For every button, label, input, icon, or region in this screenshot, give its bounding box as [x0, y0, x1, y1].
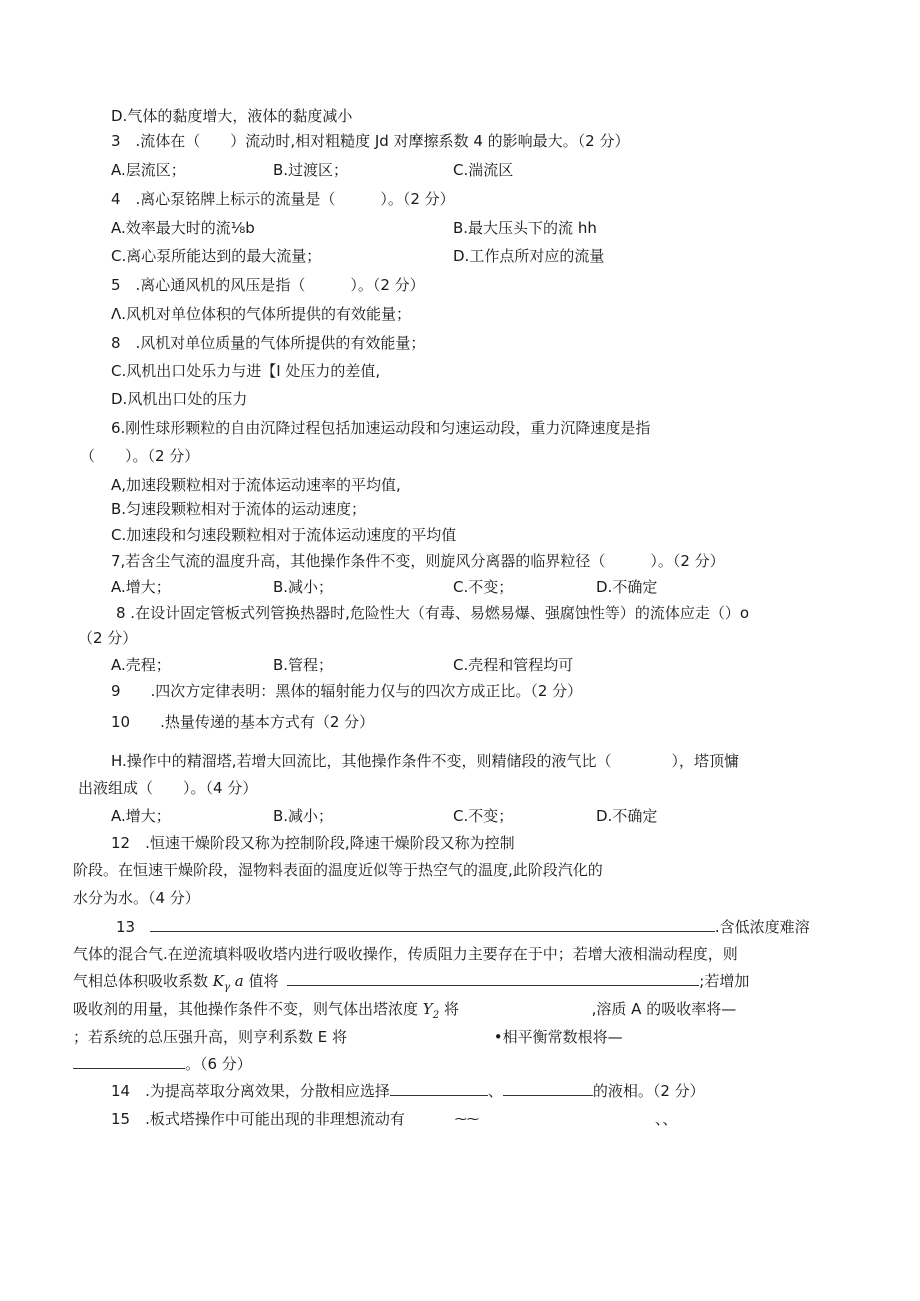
q8-option-c: C.壳程和管程均可 — [453, 656, 574, 674]
q2-option-d: D.气体的黏度增大，液体的黏度减小 — [111, 107, 353, 125]
q13-line-3-tail: ;若增加 — [699, 972, 750, 990]
q15-pre: 15 .板式塔操作中可能出现的非理想流动有 — [111, 1110, 405, 1128]
q13-line-4 — [73, 999, 736, 1026]
q13-line-4-pre: 吸收剂的用量，其他操作条件不变，则气体出塔浓度 — [73, 1000, 423, 1018]
q6-option-b: B.匀速段颗粒相对于流体的运动速度； — [111, 500, 367, 518]
q11-stem: H.操作中的精溜塔,若增大回流比，其他操作条件不变，则精储段的液气比（ ），塔顶慵 — [111, 752, 740, 770]
q4-option-c: C.离心泵所能达到的最大流量； — [111, 247, 322, 265]
q15-stem — [111, 1109, 677, 1129]
q7-option-d: D.不确定 — [596, 578, 658, 596]
q12-line-2: 阶段。在恒速干燥阶段，湿物料表面的温度近似等于热空气的温度,此阶段汽化的 — [73, 861, 603, 879]
q4-stem: 4 .离心泵铭牌上标示的流量是（ ）。（2 分） — [111, 190, 455, 208]
q5-option-b: 8 .风机对单位质量的气体所提供的有效能量； — [111, 334, 426, 352]
q7-option-b: B.减小； — [273, 578, 334, 596]
q8-stem-cont: （2 分） — [78, 629, 138, 647]
q13-a-symbol: a — [229, 972, 244, 990]
q6-stem-cont: （ ）。（2 分） — [80, 447, 200, 465]
q3-option-c: C.湍流区 — [453, 161, 514, 179]
q9-stem: 9 .四次方定律表明：黑体的辐射能力仅与的四次方成正比。（2 分） — [111, 682, 583, 700]
q3-option-b: B.过渡区； — [273, 161, 349, 179]
q5-stem: 5 .离心通风机的风压是指（ ）。（2 分） — [111, 276, 425, 294]
q13-blank-1[interactable] — [150, 917, 715, 932]
q13-line-3 — [73, 971, 749, 998]
q13-line-1 — [116, 917, 810, 937]
q7-option-c: C.不变； — [453, 578, 514, 596]
q13-line-5-tail: •相平衡常数根将— — [493, 1028, 623, 1046]
q14-stem — [111, 1081, 705, 1101]
q13-line-6 — [73, 1054, 252, 1074]
q11-stem-cont: 出液组成（ ）。（4 分） — [78, 779, 258, 797]
q3-stem: 3 .流体在（ ）流动时,相对粗糙度 Jd 对摩擦系数 4 的影响最大。（2 分） — [111, 132, 630, 150]
q13-number: 13 — [116, 918, 136, 936]
q8-option-b: B.管程； — [273, 656, 334, 674]
q4-option-b: B.最大压头下的流 hh — [453, 219, 597, 237]
q13-y-subscript: 2 — [432, 1010, 440, 1021]
q14-blank-1[interactable] — [390, 1081, 488, 1096]
q6-stem: 6.刚性球形颗粒的自由沉降过程包括加速运动段和匀速运动段，重力沉降速度是指 — [111, 419, 651, 437]
q14-blank-2[interactable] — [503, 1081, 593, 1096]
q13-line-1-tail: .含低浓度难溶 — [714, 918, 810, 936]
q14-tail: 的液相。（2 分） — [592, 1082, 705, 1100]
q13-blank-5[interactable] — [73, 1054, 185, 1069]
q13-line-3-mid: 值将 — [243, 972, 279, 990]
q11-option-c: C.不变； — [453, 807, 514, 825]
q13-line-3-pre: 气相总体积吸收系数 — [73, 972, 213, 990]
q11-option-b: B.减小； — [273, 807, 334, 825]
q13-line-5-pre: ；若系统的总压强升高，则亨利系数 E 将 — [73, 1028, 348, 1046]
q14-pre: 14 .为提高萃取分离效果，分散相应选择 — [111, 1082, 390, 1100]
q6-option-c: C.加速段和匀速段颗粒相对于流体运动速度的平均值 — [111, 526, 457, 544]
q13-line-6-tail: 。（6 分） — [185, 1055, 252, 1073]
q13-line-2: 气体的混合气.在逆流填料吸收塔内进行吸收操作，传质阻力主要存在于中；若增大液相湍动程度，则 — [73, 945, 738, 963]
q5-option-a: Λ.风机对单位体积的气体所提供的有效能量； — [111, 305, 412, 323]
q8-option-a: A.壳程； — [111, 656, 171, 674]
q3-option-a: A.层流区； — [111, 161, 186, 179]
q7-option-a: A.增大； — [111, 578, 171, 596]
q13-y-symbol: Y — [422, 1000, 433, 1018]
q5-option-c: C.风机出口处乐力与进【I 处压力的差值, — [111, 362, 381, 380]
q13-line-5 — [73, 1027, 623, 1047]
q15-mark: ⁓⁓ — [454, 1112, 479, 1126]
q13-k-subscript: γ — [224, 982, 230, 993]
q13-line-4-mid: 将 — [439, 1000, 459, 1018]
q10-stem: 10 .热量传递的基本方式有（2 分） — [111, 713, 375, 731]
q13-blank-2[interactable] — [287, 971, 699, 986]
q13-line-4-tail: ,溶质 A 的吸收率将— — [591, 1000, 737, 1018]
q6-option-a: A,加速段颗粒相对于流体运动速率的平均值, — [111, 476, 401, 494]
q13-k-symbol: K — [212, 972, 224, 990]
q12-line-3: 水分为水。（4 分） — [73, 889, 200, 907]
q12-line-1: 12 .恒速干燥阶段又称为控制阶段,降速干燥阶段又称为控制 — [111, 834, 515, 852]
q8-stem: 8 .在设计固定管板式列管换热器时,危险性大（有毒、易燃易爆、强腐蚀性等）的流体应走（）o — [116, 604, 750, 622]
q14-sep: 、 — [487, 1082, 503, 1100]
q4-option-a: A.效率最大时的流⅛b — [111, 219, 255, 237]
q15-tail: 、、 — [654, 1110, 678, 1128]
q11-option-d: D.不确定 — [596, 807, 658, 825]
q5-option-d: D.风机出口处的压力 — [111, 390, 248, 408]
q4-option-d: D.工作点所对应的流量 — [453, 247, 605, 265]
q7-stem: 7,若含尘气流的温度升高，其他操作条件不变，则旋风分离器的临界粒径（ ）。（2 分） — [111, 552, 725, 570]
q11-option-a: A.增大； — [111, 807, 171, 825]
